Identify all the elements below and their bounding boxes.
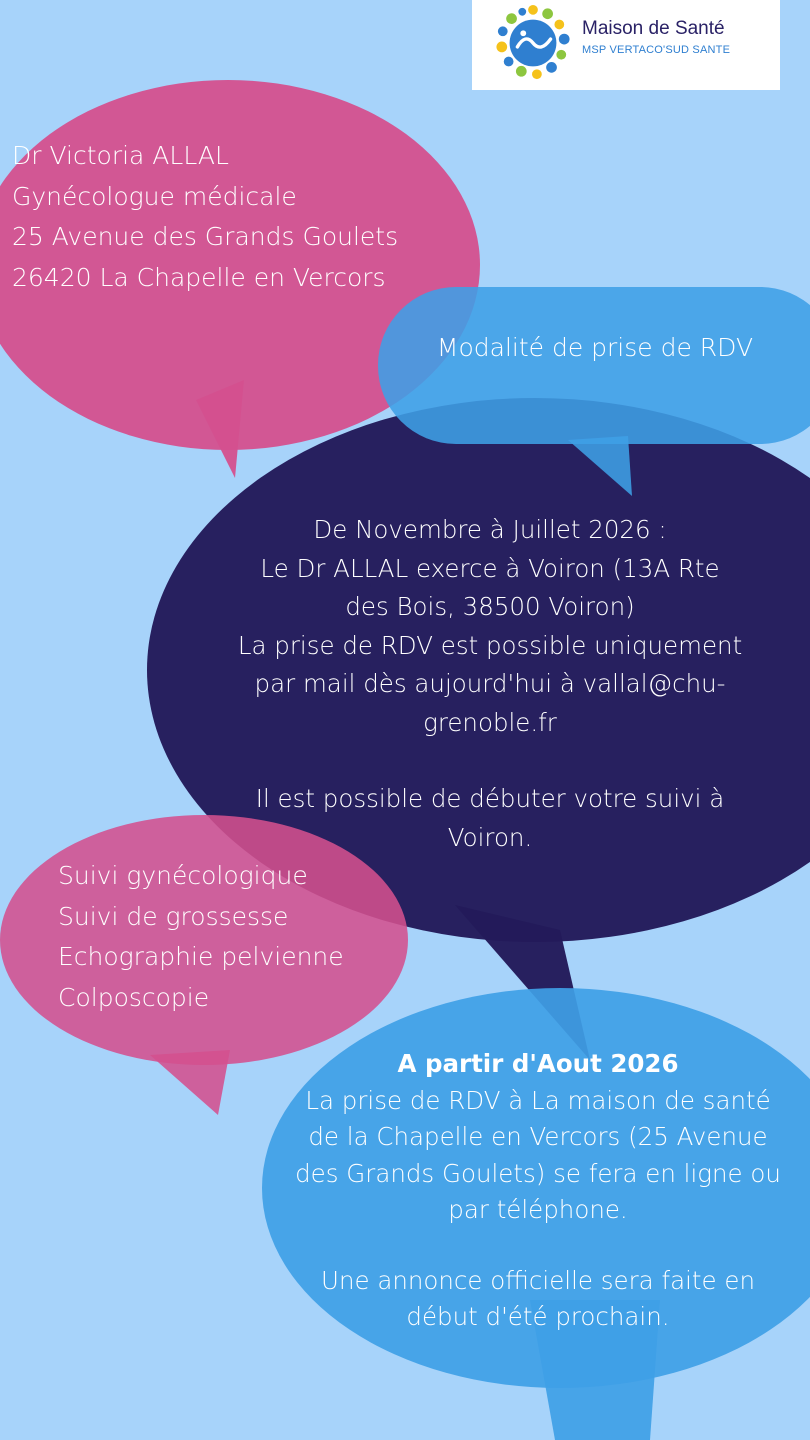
voiron-heading: De Novembre à Juillet 2026 :	[313, 515, 667, 544]
doctor-name: Dr Victoria ALLAL	[12, 141, 229, 170]
august-line: de la Chapelle en Vercors (25 Avenue	[308, 1122, 768, 1151]
logo-card	[472, 0, 780, 90]
doctor-specialty: Gynécologue médicale	[12, 181, 297, 211]
voiron-line: La prise de RDV est possible uniquement	[237, 630, 743, 660]
voiron-line: des Bois, 38500 Voiron)	[345, 592, 635, 621]
voiron-info	[170, 511, 810, 857]
logo-title: Maison de Santé	[582, 18, 725, 39]
august-info	[266, 1046, 810, 1336]
rdv-title: Modalité de prise de RDV	[436, 333, 754, 362]
services-list	[58, 856, 344, 1018]
doctor-identity	[12, 136, 398, 298]
august-heading: A partir d'Aout 2026	[397, 1049, 679, 1078]
voiron-line: grenoble.fr	[423, 707, 557, 737]
august-note: Une annonce officielle sera faite en	[321, 1265, 755, 1295]
address-street: 25 Avenue des Grands Goulets	[12, 222, 399, 251]
voiron-note: Voiron.	[447, 822, 533, 852]
service-item: Suivi de grossesse	[58, 901, 289, 931]
service-item: Echographie pelvienne	[58, 942, 344, 971]
august-note: début d'été prochain.	[406, 1302, 670, 1331]
msp-logo-icon	[494, 4, 572, 82]
august-line: des Grands Goulets) se fera en ligne ou	[295, 1158, 781, 1188]
voiron-note: Il est possible de débuter votre suivi à	[255, 784, 725, 813]
voiron-line: par mail dès aujourd'hui à vallal@chu-	[254, 669, 726, 698]
logo-subtitle: MSP VERTACO'SUD SANTE	[582, 44, 731, 56]
august-line: par téléphone.	[448, 1195, 628, 1224]
service-item: Colposcopie	[58, 982, 210, 1012]
august-line: La prise de RDV à La maison de santé	[305, 1085, 771, 1115]
voiron-line: Le Dr ALLAL exerce à Voiron (13A Rte	[260, 553, 720, 583]
service-item: Suivi gynécologique	[58, 861, 308, 890]
address-city: 26420 La Chapelle en Vercors	[12, 262, 386, 292]
